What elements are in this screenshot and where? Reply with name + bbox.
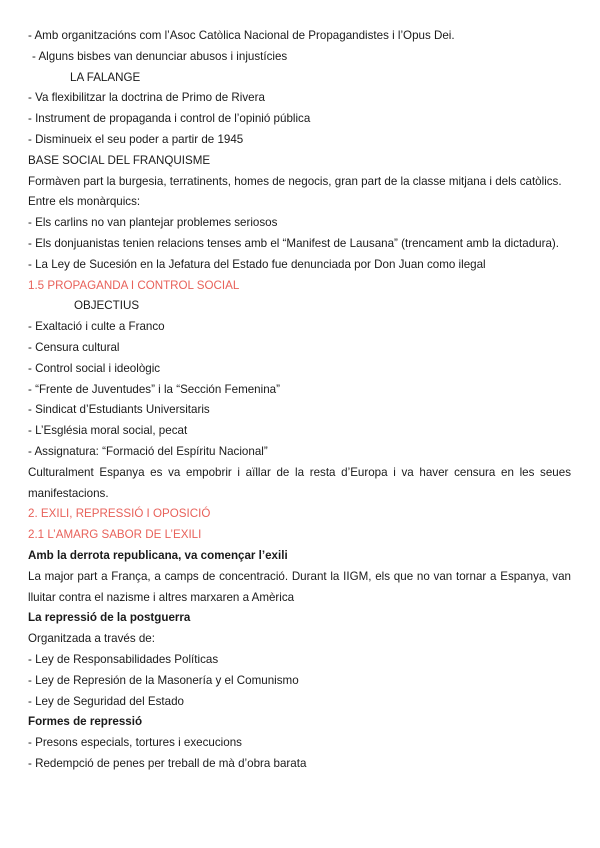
subheading-objectius: OBJECTIUS bbox=[74, 299, 140, 313]
text-line: - Censura cultural bbox=[28, 340, 120, 354]
text-line: - Els carlins no van plantejar problemes seriosos bbox=[28, 216, 278, 230]
subheading-falange: LA FALANGE bbox=[70, 70, 141, 84]
text-line: - Alguns bisbes van denunciar abusos i injustícies bbox=[32, 49, 288, 63]
document-page bbox=[28, 26, 571, 775]
bold-heading: La repressió de la postguerra bbox=[28, 611, 191, 625]
text-line: - Assignatura: “Formació del Espíritu Nacional” bbox=[28, 444, 268, 458]
bold-heading: Formes de repressió bbox=[28, 715, 143, 729]
section-heading: 2.1 L’AMARG SABOR DE L’EXILI bbox=[28, 528, 202, 542]
text-line: Organitzada a través de: bbox=[28, 632, 155, 646]
text-line: - Amb organitzacións com l’Asoc Catòlica Nacional de Propagandistes i l’Opus Dei. bbox=[28, 29, 455, 42]
bold-heading: Amb la derrota republicana, va començar l’exili bbox=[28, 548, 288, 562]
paragraph: Culturalment Espanya es va empobrir i aïllar de la resta d’Europa i va haver censura en les seues manifestacions. bbox=[28, 465, 571, 500]
text-line: - L’Església moral social, pecat bbox=[28, 424, 188, 438]
paragraph: Formàven part la burgesia, terratinents, homes de negocis, gran part de la classe mitjana i dels catòlics. bbox=[28, 174, 562, 188]
text-line: - Redempció de penes per treball de mà d’obra barata bbox=[28, 756, 307, 770]
text-line: - La Ley de Sucesión en la Jefatura del Estado fue denunciada por Don Juan como ilegal bbox=[28, 257, 486, 271]
text-line: - Presons especials, tortures i execucions bbox=[28, 736, 242, 750]
text-line: - Ley de Seguridad del Estado bbox=[28, 694, 184, 708]
text-line: - Exaltació i culte a Franco bbox=[28, 320, 165, 334]
paragraph: La major part a França, a camps de concentració. Durant la IIGM, els que no van tornar a Espanya, van lluitar contra el nazisme i altres marxaren a Amèrica bbox=[28, 569, 571, 604]
text-line: - Ley de Represión de la Masonería y el Comunismo bbox=[28, 673, 299, 687]
text-line: - Va flexibilitzar la doctrina de Primo de Rivera bbox=[28, 91, 265, 105]
section-heading: 2. EXILI, REPRESSIÓ I OPOSICIÓ bbox=[28, 507, 211, 521]
text-line: - Ley de Responsabilidades Políticas bbox=[28, 652, 219, 666]
section-heading: 1.5 PROPAGANDA I CONTROL SOCIAL bbox=[28, 278, 240, 292]
text-line: - Sindicat d’Estudiants Universitaris bbox=[28, 403, 210, 417]
text-line: - Disminueix el seu poder a partir de 1945 bbox=[28, 132, 244, 146]
paragraph: - Els donjuanistas tenien relacions tenses amb el “Manifest de Lausana” (trencament amb la dictadura). bbox=[28, 236, 560, 250]
text-line: - Control social i ideològic bbox=[28, 361, 161, 375]
text-line: - Instrument de propaganda i control de l’opinió pública bbox=[28, 112, 311, 126]
subheading-base-social: BASE SOCIAL DEL FRANQUISME bbox=[28, 153, 211, 167]
text-line: Entre els monàrquics: bbox=[28, 195, 141, 209]
text-line: - “Frente de Juventudes” i la “Sección Femenina” bbox=[28, 382, 280, 396]
